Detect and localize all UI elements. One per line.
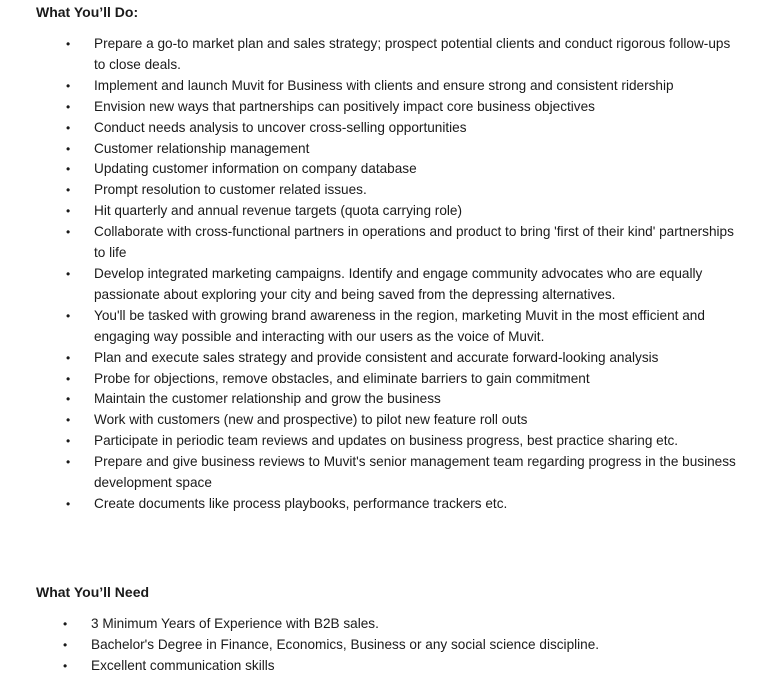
bullet-icon: •	[66, 204, 71, 219]
list-item	[0, 180, 740, 201]
bullet-icon: •	[66, 496, 71, 511]
list-item-text: Prompt resolution to customer related issues.	[94, 182, 367, 198]
bullet-icon: •	[66, 162, 71, 177]
list-item	[0, 410, 740, 431]
list-item	[0, 139, 740, 160]
list-item-text: Participate in periodic team reviews and updates on business progress, best practice sharing etc.	[94, 433, 679, 449]
list-item-text: Hit quarterly and annual revenue targets (quota carrying role)	[94, 203, 462, 219]
list-item	[0, 97, 740, 118]
list-item-text: Prepare and give business reviews to Muvit's senior management team regarding progress in the business development space	[94, 454, 736, 491]
list-item-text: Excellent communication skills	[91, 657, 275, 673]
list-item-text: Implement and launch Muvit for Business with clients and ensure strong and consistent ridership	[94, 77, 674, 93]
bullet-icon: •	[66, 455, 71, 470]
list-item-text: Create documents like process playbooks, performance trackers etc.	[94, 495, 508, 511]
list-item	[0, 76, 740, 97]
requirements-list	[0, 614, 740, 677]
section-heading-what-youll-need: What You’ll Need	[36, 584, 150, 600]
bullet-icon: •	[66, 371, 71, 386]
list-item-text: 3 Minimum Years of Experience with B2B sales.	[91, 616, 379, 631]
bullet-icon: •	[66, 392, 71, 407]
bullet-icon: •	[66, 78, 71, 93]
list-item	[0, 222, 740, 264]
list-item	[0, 389, 740, 410]
section-heading-what-youll-do: What You’ll Do:	[36, 4, 139, 20]
responsibilities-list	[0, 34, 740, 515]
list-item-text: Develop integrated marketing campaigns. Identify and engage community advocates who are equally passionate about exploring your city and being saved from the depressing alternatives.	[94, 265, 703, 302]
list-item-text: Maintain the customer relationship and grow the business	[94, 391, 441, 407]
bullet-icon: •	[66, 99, 71, 114]
bullet-icon: •	[66, 37, 71, 51]
list-item-text: Customer relationship management	[94, 140, 310, 156]
list-item	[0, 34, 740, 76]
list-item	[0, 635, 740, 656]
list-item	[0, 369, 740, 390]
list-item-text: Conduct needs analysis to uncover cross-selling opportunities	[94, 119, 467, 135]
list-item	[0, 431, 740, 452]
list-item	[0, 494, 740, 515]
bullet-icon: •	[66, 183, 71, 198]
bullet-icon: •	[66, 266, 71, 281]
list-item	[0, 348, 740, 369]
list-item	[0, 118, 740, 139]
list-item-text: Bachelor's Degree in Finance, Economics, Business or any social science discipline.	[91, 636, 600, 652]
bullet-icon: •	[66, 120, 71, 135]
list-item-text: Envision new ways that partnerships can positively impact core business objectives	[94, 98, 595, 114]
list-item	[0, 306, 740, 348]
bullet-icon: •	[66, 225, 71, 240]
list-item-text: Updating customer information on company database	[94, 161, 417, 177]
bullet-icon: •	[63, 658, 68, 673]
bullet-icon: •	[66, 141, 71, 156]
bullet-icon: •	[63, 637, 68, 652]
list-item	[0, 264, 740, 306]
bullet-icon: •	[63, 617, 68, 631]
list-item	[0, 656, 740, 677]
list-item	[0, 452, 740, 494]
bullet-icon: •	[66, 434, 71, 449]
list-item-text: Collaborate with cross-functional partners in operations and product to bring 'first of their kind' partnerships to life	[94, 224, 734, 261]
list-item-text: Prepare a go-to market plan and sales strategy; prospect potential clients and conduct rigorous follow-ups to close deals.	[94, 36, 731, 72]
list-item-text: You'll be tasked with growing brand awareness in the region, marketing Muvit in the most efficient and engaging way possible and interacting with our users as the voice of Muvit.	[94, 307, 705, 344]
list-item-text: Probe for objections, remove obstacles, and eliminate barriers to gain commitment	[94, 370, 590, 386]
list-item-text: Plan and execute sales strategy and provide consistent and accurate forward-looking analysis	[94, 349, 659, 365]
list-item	[0, 159, 740, 180]
bullet-icon: •	[66, 413, 71, 428]
bullet-icon: •	[66, 350, 71, 365]
bullet-icon: •	[66, 308, 71, 323]
list-item	[0, 201, 740, 222]
list-item	[0, 614, 740, 635]
list-item-text: Work with customers (new and prospective) to pilot new feature roll outs	[94, 412, 528, 428]
